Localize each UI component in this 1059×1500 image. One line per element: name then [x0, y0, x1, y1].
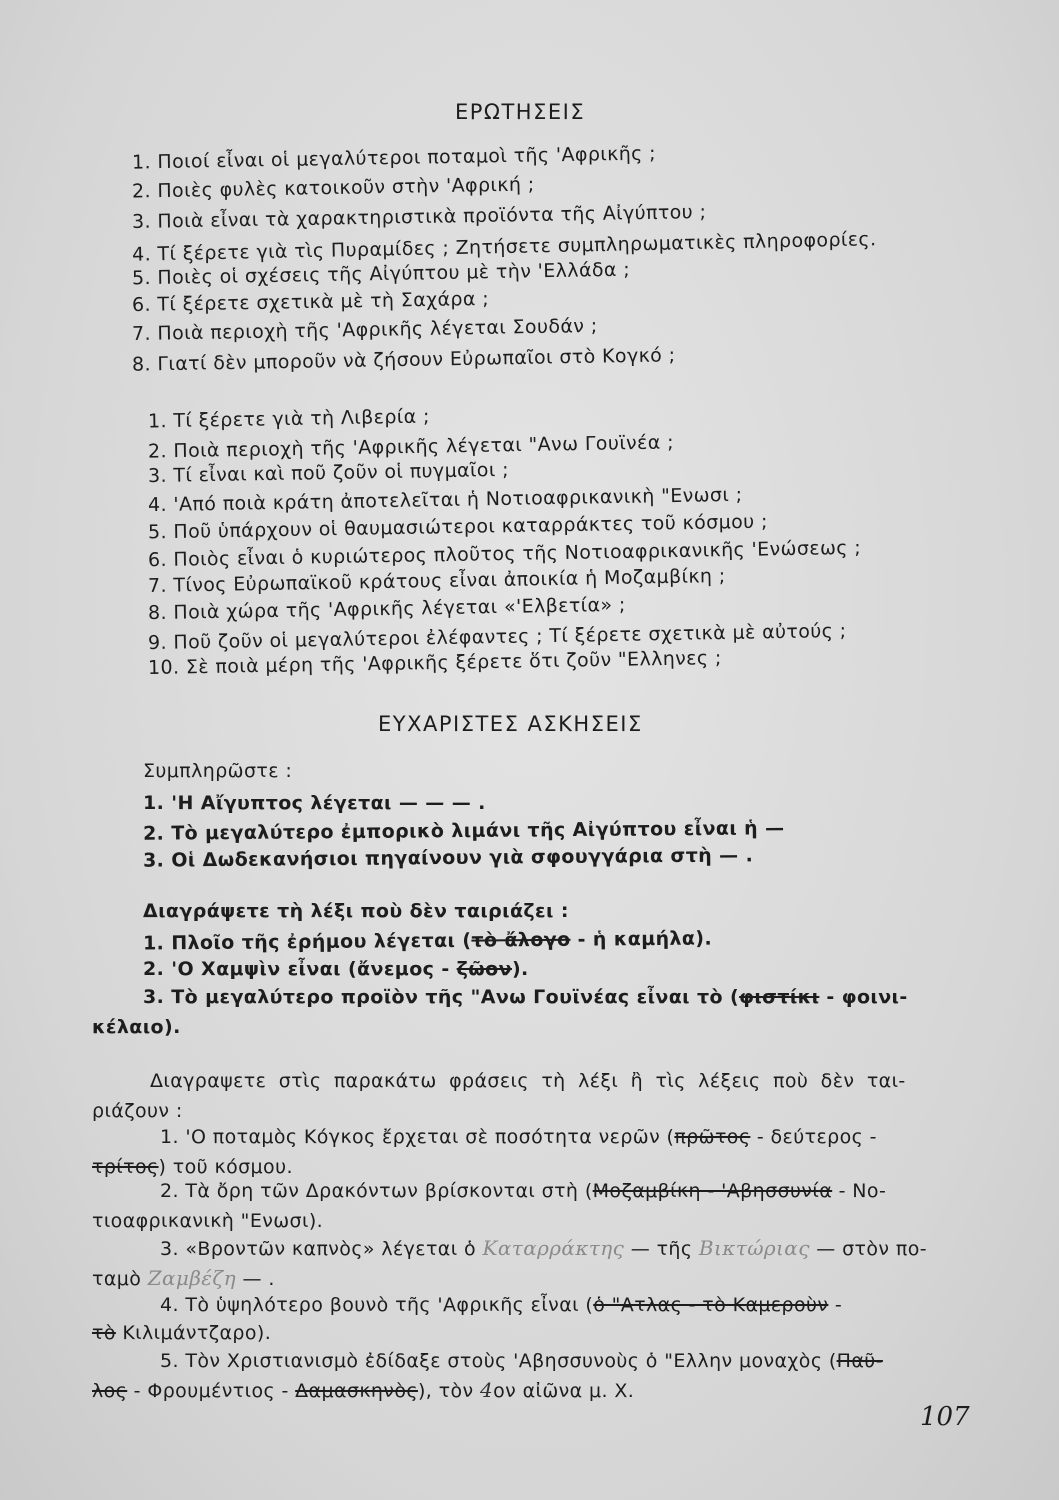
fill-item: 2. Τὸ μεγαλύτερο ἐμπορικὸ λιμάνι τῆς Αἰγύπτου εἶναι ἡ — — [142, 817, 785, 845]
fill-item: 1. 'Η Αἴγυπτος λέγεται — — — . — [143, 792, 486, 814]
text: 2. 'Ο Χαμψὶν εἶναι (ἄνεμος - — [143, 958, 457, 980]
text: 1. 'Ο ποταμὸς Κόγκος ἔρχεται σὲ ποσότητα νερῶν ( — [160, 1126, 675, 1148]
struck-word: τρίτος — [92, 1156, 159, 1178]
struck-word: ζῶον — [456, 958, 512, 980]
struck-word: λος — [92, 1380, 128, 1402]
question-item: 8. Γιατί δὲν μποροῦν νὰ ζήσουν Εὐρωπαῖοι στὸ Κογκό ; — [131, 344, 676, 376]
text: 3. «Βροντῶν καπνὸς» λέγεται ὁ — [160, 1238, 477, 1260]
text: ον αἰῶνα μ. Χ. — [493, 1380, 635, 1402]
struck-word: ὁ "Ατλας - τὸ Καμεροὺν — [593, 1294, 829, 1316]
struck-word: τὸ ἄλογο — [471, 928, 571, 952]
question-item: 6. Ποιὸς εἶναι ὁ κυριώτερος πλοῦτος τῆς Νοτιοαφρικανικῆς 'Ενώσεως ; — [147, 536, 862, 572]
question-item: 9. Ποῦ ζοῦν οἱ μεγαλύτεροι ἐλέφαντες ; Τί ξέρετε σχετικὰ μὲ αὐτούς ; — [147, 619, 847, 655]
phrase-item-4 — [160, 1294, 842, 1316]
question-item: 5. Ποιὲς οἱ σχέσεις τῆς Αἰγύπτου μὲ τὴν 'Ελλάδα ; — [131, 258, 631, 290]
question-item: 5. Ποῦ ὑπάρχουν οἱ θαυμασιώτεροι καταρράκτες τοῦ κόσμου ; — [147, 510, 768, 544]
struck-word: Δαμασκηνὸς — [295, 1380, 418, 1402]
handwritten-answer: Ζαμβέζη — [147, 1266, 237, 1290]
strike-instruction: Διαγράψετε τὴ λέξι ποὺ δὲν ταιριάζει : — [143, 900, 569, 922]
text: ) τοῦ κόσμου. — [158, 1156, 293, 1178]
text: - — [828, 1294, 843, 1316]
question-item: 1. Ποιοί εἶναι οἱ μεγαλύτεροι ποταμοὶ τῆς 'Αφρικῆς ; — [131, 142, 657, 174]
exercises-heading: ΕΥΧΑΡΙΣΤΕΣ ΑΣΚΗΣΕΙΣ — [378, 712, 643, 736]
phrase-item-5 — [160, 1350, 883, 1372]
text: ταμὸ — [92, 1268, 142, 1290]
questions-heading: ΕΡΩΤΗΣΕΙΣ — [455, 100, 586, 124]
strike-item-3-cont: κέλαιο). — [92, 1016, 181, 1038]
question-item: 3. Τί εἶναι καὶ ποῦ ζοῦν οἱ πυγμαῖοι ; — [147, 458, 510, 488]
page-number: 107 — [920, 1402, 970, 1432]
phrase-item-2-cont: τιοαφρικανικὴ "Ενωσι). — [92, 1210, 324, 1232]
phrase-item-2 — [160, 1180, 886, 1202]
text: - φοινι- — [819, 986, 908, 1008]
phrase-item-3 — [160, 1236, 927, 1260]
text: — . — [242, 1268, 275, 1290]
text: ). — [511, 958, 529, 980]
fill-item: 3. Οἱ Δωδεκανήσιοι πηγαίνουν γιὰ σφουγγάρια στὴ — . — [142, 844, 754, 872]
text: 2. Τὰ ὄρη τῶν Δρακόντων βρίσκονται στὴ ( — [160, 1180, 593, 1202]
phrase-instruction: Διαγραψετε στὶς παρακάτω φράσεις τὴ λέξι ἢ τὶς λέξεις ποὺ δὲν ται- — [150, 1070, 906, 1092]
question-item: 8. Ποιὰ χώρα τῆς 'Αφρικῆς λέγεται «'Ελβετία» ; — [147, 593, 626, 625]
text: ), τὸν — [417, 1380, 480, 1402]
text: 5. Τὸν Χριστιανισμὸ ἐδίδαξε στοὺς 'Αβησσυνοὺς ὁ "Ελλην μοναχὸς ( — [160, 1350, 837, 1372]
text: — στὸν πο- — [816, 1238, 927, 1260]
phrase-instruction-cont: ριάζουν : — [92, 1100, 183, 1122]
handwritten-answer: Καταρράκτης — [482, 1236, 625, 1260]
text: 3. Τὸ μεγαλύτερο προϊὸν τῆς "Ανω Γουϊνέας εἶναι τὸ ( — [143, 986, 740, 1008]
text: - Φρουμέντιος - — [127, 1380, 296, 1402]
strike-item-1 — [143, 928, 712, 955]
handwritten-answer: Βικτώριας — [698, 1236, 810, 1260]
text: — τῆς — [630, 1238, 693, 1260]
struck-word: Μοζαμβίκη - 'Αβησσυνία — [592, 1180, 833, 1202]
phrase-item-5-cont — [92, 1378, 634, 1402]
question-item: 7. Τίνος Εὐρωπαϊκοῦ κράτους εἶναι ἀποικία ἡ Μοζαμβίκη ; — [147, 564, 726, 598]
question-item: 6. Τί ξέρετε σχετικὰ μὲ τὴ Σαχάρα ; — [131, 287, 490, 317]
text: Κιλιμάντζαρο). — [115, 1322, 272, 1344]
handwritten-answer: 4 — [479, 1378, 494, 1402]
phrase-item-1-cont — [92, 1156, 293, 1178]
question-item: 2. Ποιὰ περιοχὴ τῆς 'Αφρικῆς λέγεται "Ανω Γουϊνέα ; — [147, 431, 675, 463]
question-item: 1. Τί ξέρετε γιὰ τὴ Λιβερία ; — [147, 405, 430, 433]
phrase-item-4-cont — [92, 1322, 271, 1344]
question-item: 7. Ποιὰ περιοχὴ τῆς 'Αφρικῆς λέγεται Σουδάν ; — [131, 314, 598, 346]
text: 4. Τὸ ὑψηλότερο βουνὸ τῆς 'Αφρικῆς εἶναι ( — [160, 1294, 594, 1316]
text: - δεύτερος - — [750, 1126, 877, 1148]
struck-word: τὸ — [92, 1322, 116, 1344]
text: - ἡ καμήλα). — [570, 927, 713, 951]
question-item: 10. Σὲ ποιὰ μέρη τῆς 'Αφρικῆς ξέρετε ὅτι ζοῦν "Ελληνες ; — [147, 646, 722, 680]
phrase-item-1 — [160, 1126, 877, 1148]
question-item: 4. 'Από ποιὰ κράτη ἀποτελεῖται ἡ Νοτιοαφρικανικὴ "Ενωσι ; — [147, 483, 743, 517]
strike-item-2 — [143, 958, 529, 980]
question-item: 4. Τί ξέρετε γιὰ τὶς Πυραμίδες ; Ζητήσετε συμπληρωματικὲς πληροφορίες. — [131, 228, 877, 266]
struck-word: πρῶτος — [674, 1126, 751, 1148]
text: 1. Πλοῖο τῆς ἐρήμου λέγεται ( — [142, 929, 472, 955]
question-item: 2. Ποιὲς φυλὲς κατοικοῦν στὴν 'Αφρική ; — [131, 173, 535, 203]
question-item: 3. Ποιὰ εἶναι τὰ χαρακτηριστικὰ προϊόντα τῆς Αἰγύπτου ; — [131, 200, 707, 234]
text: - Νο- — [832, 1180, 887, 1202]
phrase-item-3-cont — [92, 1266, 275, 1290]
fill-instruction: Συμπληρῶστε : — [143, 760, 293, 782]
struck-word: φιστίκι — [739, 986, 820, 1008]
struck-word: Παῦ- — [836, 1350, 883, 1372]
strike-item-3 — [143, 986, 908, 1008]
